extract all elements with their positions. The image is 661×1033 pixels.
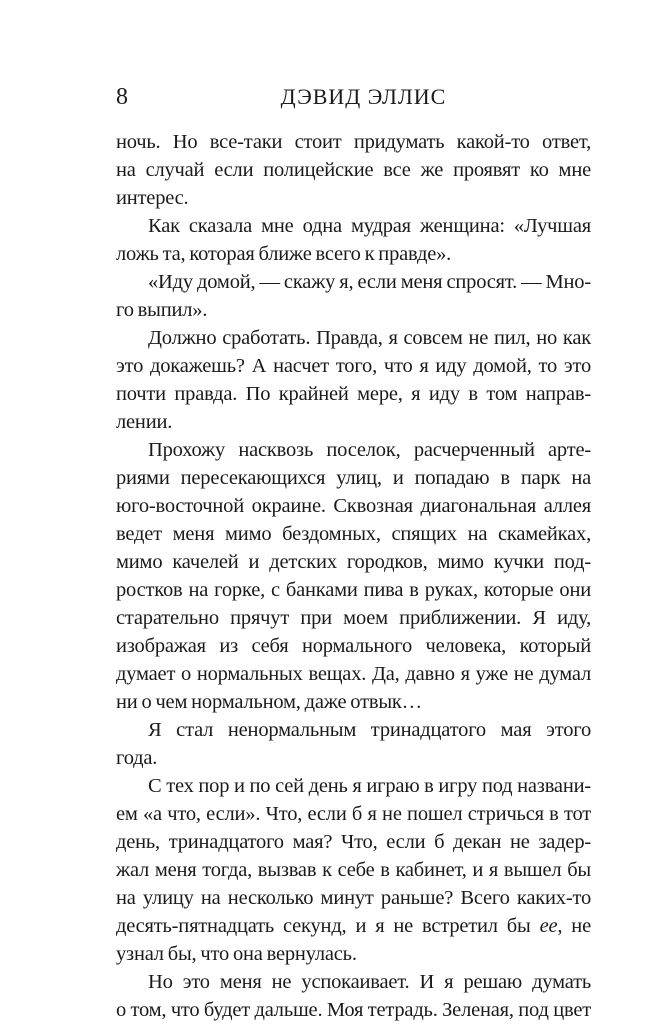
text-line: мимо качелей и детских городков, мимо кучки под- <box>116 551 591 573</box>
text-line: года. <box>116 747 158 769</box>
text-line: на случай если полицейские все же проявят ко мне <box>116 159 591 181</box>
text-line: на улицу на несколько минут раньше? Всего каких-то <box>116 887 591 909</box>
text-line: интерес. <box>116 187 189 209</box>
text-line: С тех пор и по сей день я играю в игру под названи- <box>148 775 591 797</box>
text-line: го выпил». <box>116 299 208 321</box>
text-line: ложь та, которая ближе всего к правде». <box>116 243 452 265</box>
text-segment: десять-пятнадцать секунд, и я не встретил бы <box>116 915 540 937</box>
text-line-mixed <box>116 912 591 940</box>
text-line: юго-восточной окраине. Сквозная диагональная аллея <box>116 495 591 517</box>
text-line: день, тринадцатого мая? Что, если б декан не задер- <box>116 831 591 853</box>
text-line: это докажешь? А насчет того, что я иду домой, то это <box>116 355 591 377</box>
text-line: ем «а что, если». Что, если б я не пошел стричься в тот <box>116 803 591 825</box>
text-line: почти правда. По крайней мере, я иду в том направ- <box>116 383 591 405</box>
text-line: риями пересекающихся улиц, и попадаю в парк на <box>116 467 591 489</box>
page-header <box>116 82 591 118</box>
text-line: лении. <box>116 411 173 433</box>
text-line: жал меня тогда, вызвав к себе в кабинет, и я вышел бы <box>116 859 591 881</box>
text-line: узнал бы, что она вернулась. <box>116 943 357 965</box>
text-line: думает о нормальных вещах. Да, давно я уже не думал <box>116 663 591 685</box>
text-line: ростков на горке, с банками пива в руках, которые они <box>116 579 591 601</box>
text-line: ведет меня мимо бездомных, спящих на скамейках, <box>116 523 591 545</box>
text-line: Но это меня не успокаивает. И я решаю думать <box>148 971 591 993</box>
text-line: изображая из себя нормального человека, который <box>116 635 591 657</box>
text-line: Прохожу насквозь поселок, расчерченный арте- <box>148 439 591 461</box>
page-number: 8 <box>116 84 128 110</box>
text-line: Как сказала мне одна мудрая женщина: «Лучшая <box>148 215 591 237</box>
text-line: ночь. Но все-таки стоит придумать какой-то ответ, <box>116 131 591 153</box>
running-title: ДЭВИД ЭЛЛИС <box>280 84 447 109</box>
text-segment: , не <box>557 915 591 937</box>
text-line: о том, что будет дальше. Моя тетрадь. Зеленая, под цвет <box>116 999 591 1021</box>
emphasis-word: ее <box>539 915 558 937</box>
text-line: Должно сработать. Правда, я совсем не пил, но как <box>148 327 591 349</box>
text-line: старательно прячут при моем приближении. Я иду, <box>116 607 591 629</box>
text-line: «Иду домой, — скажу я, если меня спросят. — Мно- <box>148 271 591 293</box>
text-line: ни о чем нормальном, даже отвык… <box>116 691 422 713</box>
body-text <box>116 128 591 1024</box>
text-line: Я стал ненормальным тринадцатого мая этого <box>148 719 591 741</box>
